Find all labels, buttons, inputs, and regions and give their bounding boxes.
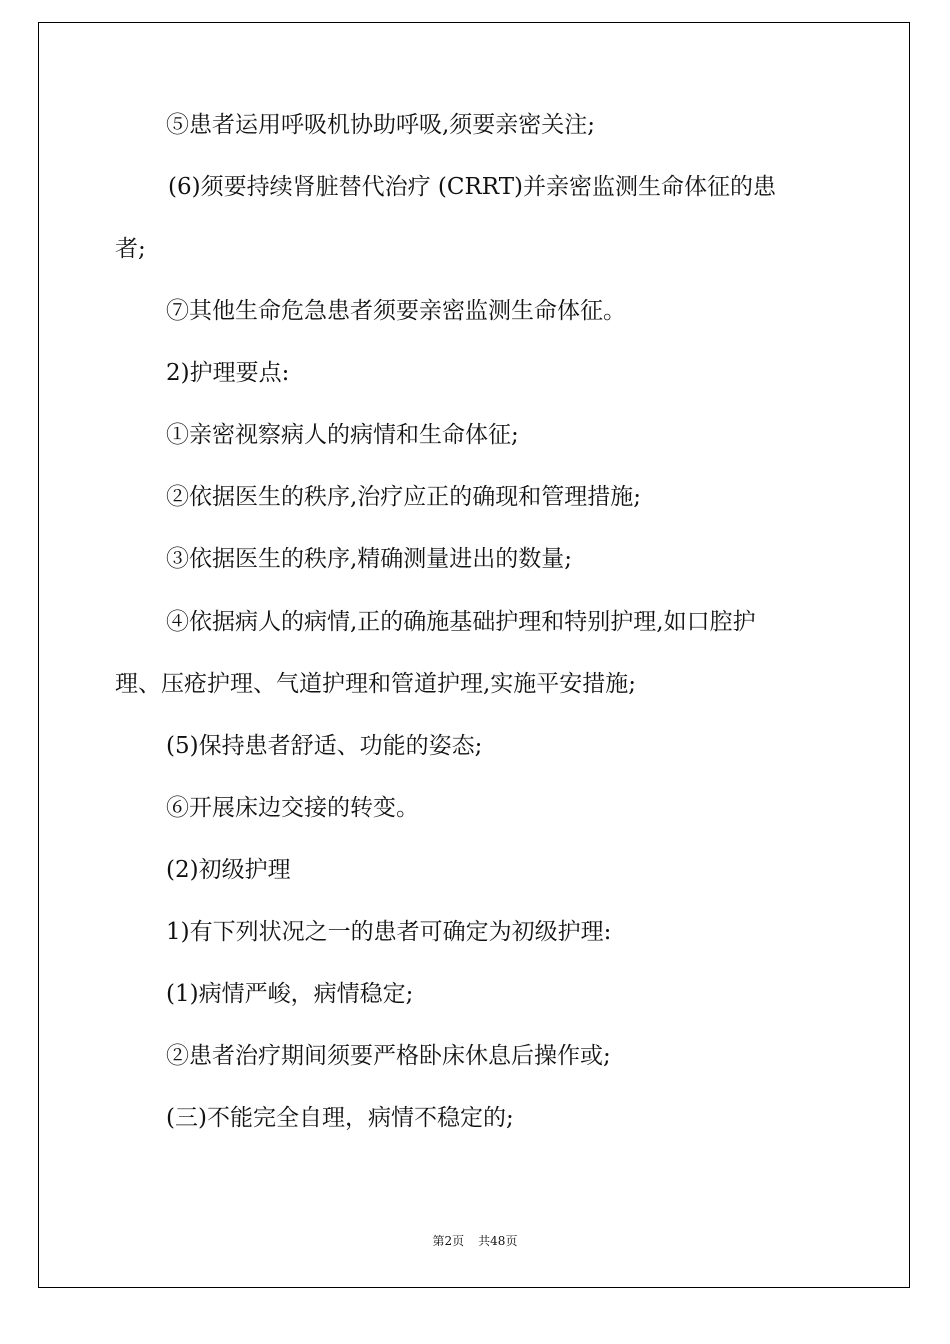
text-line-6: ①亲密视察病人的病情和生命体征; — [166, 422, 519, 448]
text-line-5: 2)护理要点: — [166, 360, 290, 386]
page-number-total: 共48页 — [478, 1234, 518, 1248]
text-line-10: 理、压疮护理、气道护理和管道护理,实施平安措施; — [115, 671, 637, 697]
text-line-14: 1)有下列状况之一的患者可确定为初级护理: — [166, 919, 612, 945]
text-line-13: (2)初级护理 — [166, 857, 291, 883]
text-line-8: ③依据医生的秩序,精确测量进出的数量; — [166, 546, 573, 572]
text-line-16: ②患者治疗期间须要严格卧床休息后操作或; — [166, 1043, 611, 1069]
text-line-3: 者; — [115, 236, 146, 262]
text-line-11: (5)保持患者舒适、功能的姿态; — [166, 733, 483, 759]
page-footer — [0, 1233, 950, 1249]
text-line-17: (三)不能完全自理，病情不稳定的; — [166, 1105, 514, 1131]
text-line-12: ⑥开展床边交接的转变。 — [166, 795, 419, 821]
text-line-2: (6)须要持续肾脏替代治疗 (CRRT)并亲密监测生命体征的患 — [168, 174, 777, 200]
text-line-9: ④依据病人的病情,正的确施基础护理和特别护理,如口腔护 — [166, 609, 756, 635]
text-line-4: ⑦其他生命危急患者须要亲密监测生命体征。 — [166, 298, 626, 324]
page-number-current: 第2页 — [432, 1234, 465, 1248]
text-line-1: ⑤患者运用呼吸机协助呼吸,须要亲密关注; — [166, 112, 596, 138]
text-line-15: (1)病情严峻，病情稳定; — [166, 981, 414, 1007]
text-line-7: ②依据医生的秩序,治疗应正的确现和管理措施; — [166, 484, 642, 510]
page-border — [38, 22, 910, 1288]
